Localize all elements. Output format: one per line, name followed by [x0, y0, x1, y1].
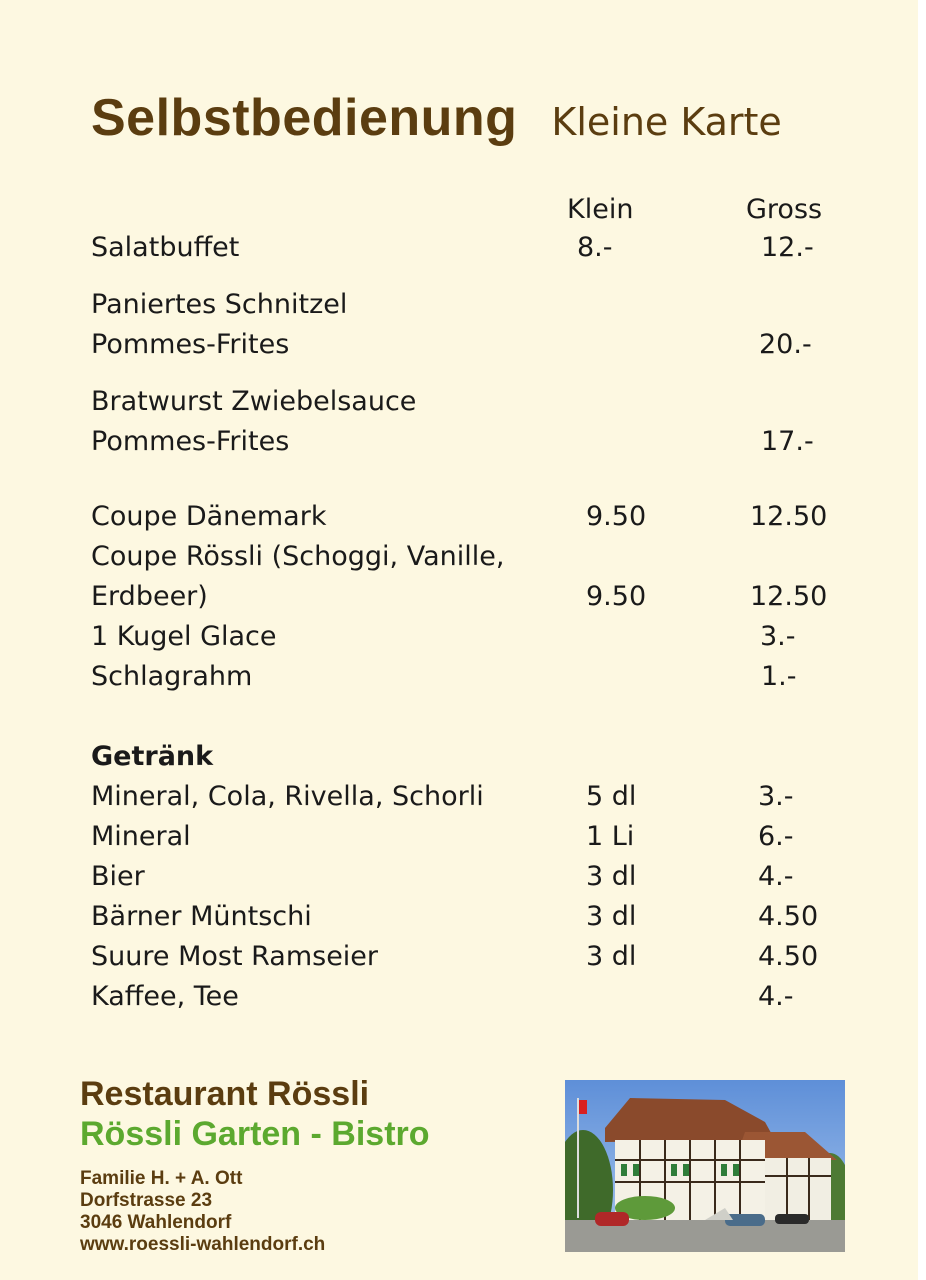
drink-name: Mineral: [91, 821, 191, 852]
menu-row: [91, 497, 851, 537]
menu-row: [91, 285, 851, 325]
menu-row: [91, 382, 851, 422]
item-name: Coupe Rössli (Schoggi, Vanille,: [91, 541, 505, 572]
menu-row: [91, 657, 851, 697]
drink-size: 5 dl: [586, 781, 637, 812]
menu-row: [91, 577, 851, 617]
item-name: Bratwurst Zwiebelsauce: [91, 386, 417, 417]
item-name: Pommes-Frites: [91, 329, 290, 360]
item-name: Erdbeer): [91, 581, 208, 612]
family-name: Familie H. + A. Ott: [80, 1168, 243, 1189]
menu-row: [91, 325, 851, 365]
item-price-gross: 20.-: [759, 329, 812, 360]
address-block: [80, 1168, 550, 1256]
item-name: 1 Kugel Glace: [91, 621, 277, 652]
item-price-gross: 12.50: [750, 581, 828, 612]
drink-row: [91, 817, 851, 857]
drink-price: 4.-: [758, 861, 794, 892]
item-name: Salatbuffet: [91, 232, 240, 263]
page-edge: [918, 0, 926, 1280]
item-price-gross: 1.-: [761, 661, 797, 692]
restaurant-photo: [565, 1080, 845, 1252]
drink-row: [91, 777, 851, 817]
drink-price: 4.50: [758, 901, 819, 932]
menu-title: Selbstbedienung: [91, 89, 518, 147]
menu-subtitle: Kleine Karte: [551, 100, 782, 144]
column-header-gross: Gross: [746, 194, 823, 225]
drink-name: Bier: [91, 861, 145, 892]
city-address: 3046 Wahlendorf: [80, 1212, 232, 1233]
menu-row: [91, 617, 851, 657]
item-price-klein: 9.50: [586, 581, 647, 612]
column-header-klein: Klein: [567, 194, 634, 225]
restaurant-name: Restaurant Rössli: [80, 1075, 370, 1113]
drink-row: [91, 977, 851, 1017]
drink-price: 4.50: [758, 941, 819, 972]
item-price-klein: 9.50: [586, 501, 647, 532]
drink-price: 4.-: [758, 981, 794, 1012]
item-name: Schlagrahm: [91, 661, 253, 692]
drink-size: 3 dl: [586, 901, 637, 932]
drink-price: 3.-: [758, 781, 794, 812]
drink-row: [91, 857, 851, 897]
menu-row: [91, 228, 851, 268]
drink-size: 1 Li: [586, 821, 635, 852]
drink-name: Suure Most Ramseier: [91, 941, 379, 972]
item-price-gross: 12.-: [761, 232, 814, 263]
drinks-heading: Getränk: [91, 741, 214, 772]
drink-row: [91, 897, 851, 937]
restaurant-info: [80, 1074, 550, 1256]
bistro-name: Rössli Garten - Bistro: [80, 1115, 430, 1153]
drink-price: 6.-: [758, 821, 794, 852]
item-price-gross: 3.-: [760, 621, 796, 652]
drink-name: Bärner Müntschi: [91, 901, 312, 932]
item-name: Coupe Dänemark: [91, 501, 327, 532]
drink-name: Mineral, Cola, Rivella, Schorli: [91, 781, 484, 812]
drink-name: Kaffee, Tee: [91, 981, 239, 1012]
menu-header: [91, 88, 782, 148]
drink-size: 3 dl: [586, 861, 637, 892]
drink-row: [91, 937, 851, 977]
item-price-gross: 12.50: [750, 501, 828, 532]
street-address: Dorfstrasse 23: [80, 1190, 213, 1211]
item-name: Pommes-Frites: [91, 426, 290, 457]
item-price-klein: 8.-: [577, 232, 613, 263]
website-link[interactable]: www.roessli-wahlendorf.ch: [80, 1234, 326, 1255]
menu-row: [91, 422, 851, 462]
drinks-heading-row: [91, 737, 851, 777]
item-price-gross: 17.-: [761, 426, 814, 457]
item-name: Paniertes Schnitzel: [91, 289, 348, 320]
menu-row: [91, 537, 851, 577]
drink-size: 3 dl: [586, 941, 637, 972]
